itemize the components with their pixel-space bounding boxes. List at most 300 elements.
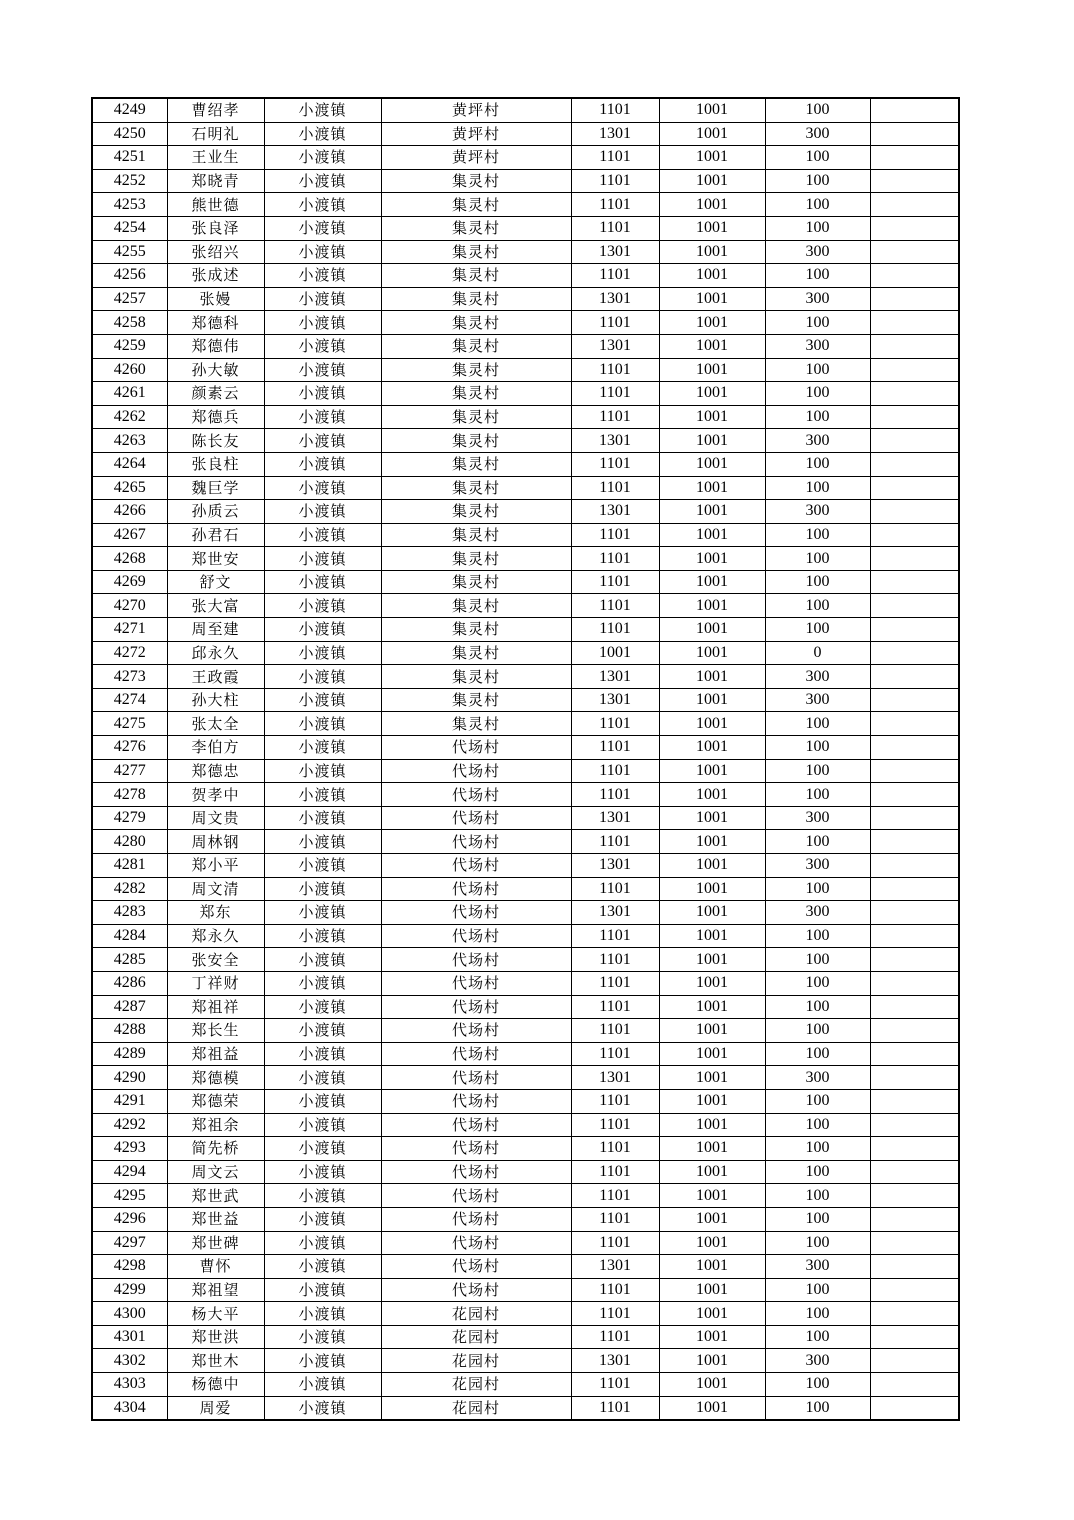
- table-row: [92, 1160, 959, 1184]
- amount-cell: 300: [765, 665, 870, 689]
- base-code-cell: 1001: [659, 98, 765, 122]
- record-number-cell: 4265: [92, 476, 167, 500]
- village-name-cell: 集灵村: [381, 500, 571, 524]
- base-code-cell: 1001: [659, 122, 765, 146]
- record-number-cell: 4250: [92, 122, 167, 146]
- person-name-cell: 邱永久: [167, 641, 264, 665]
- person-name-cell: 郑德忠: [167, 759, 264, 783]
- amount-cell: 100: [765, 712, 870, 736]
- type-code-cell: 1101: [571, 1137, 659, 1161]
- record-number-cell: 4291: [92, 1089, 167, 1113]
- remark-cell: [870, 216, 959, 240]
- record-number-cell: 4256: [92, 264, 167, 288]
- town-name-cell: 小渡镇: [264, 193, 381, 217]
- base-code-cell: 1001: [659, 854, 765, 878]
- remark-cell: [870, 1207, 959, 1231]
- village-name-cell: 集灵村: [381, 405, 571, 429]
- base-code-cell: 1001: [659, 1042, 765, 1066]
- table-row: [92, 1231, 959, 1255]
- table-row: [92, 452, 959, 476]
- record-number-cell: 4292: [92, 1113, 167, 1137]
- base-code-cell: 1001: [659, 334, 765, 358]
- village-name-cell: 黄坪村: [381, 122, 571, 146]
- type-code-cell: 1101: [571, 1278, 659, 1302]
- base-code-cell: 1001: [659, 712, 765, 736]
- village-name-cell: 集灵村: [381, 216, 571, 240]
- village-name-cell: 代场村: [381, 971, 571, 995]
- table-row: [92, 98, 959, 122]
- amount-cell: 100: [765, 1089, 870, 1113]
- base-code-cell: 1001: [659, 1113, 765, 1137]
- person-name-cell: 郑世木: [167, 1349, 264, 1373]
- amount-cell: 100: [765, 382, 870, 406]
- remark-cell: [870, 995, 959, 1019]
- amount-cell: 100: [765, 1042, 870, 1066]
- remark-cell: [870, 1160, 959, 1184]
- person-name-cell: 熊世德: [167, 193, 264, 217]
- table-row: [92, 1302, 959, 1326]
- amount-cell: 100: [765, 759, 870, 783]
- remark-cell: [870, 736, 959, 760]
- base-code-cell: 1001: [659, 523, 765, 547]
- base-code-cell: 1001: [659, 971, 765, 995]
- village-name-cell: 集灵村: [381, 712, 571, 736]
- town-name-cell: 小渡镇: [264, 382, 381, 406]
- base-code-cell: 1001: [659, 382, 765, 406]
- record-number-cell: 4288: [92, 1019, 167, 1043]
- person-name-cell: 曹怀: [167, 1255, 264, 1279]
- person-name-cell: 李伯方: [167, 736, 264, 760]
- record-number-cell: 4269: [92, 570, 167, 594]
- village-name-cell: 集灵村: [381, 594, 571, 618]
- table-row: [92, 1349, 959, 1373]
- type-code-cell: 1101: [571, 830, 659, 854]
- village-name-cell: 集灵村: [381, 240, 571, 264]
- type-code-cell: 1301: [571, 334, 659, 358]
- remark-cell: [870, 452, 959, 476]
- record-number-cell: 4255: [92, 240, 167, 264]
- type-code-cell: 1101: [571, 1373, 659, 1397]
- base-code-cell: 1001: [659, 1302, 765, 1326]
- remark-cell: [870, 948, 959, 972]
- base-code-cell: 1001: [659, 287, 765, 311]
- remark-cell: [870, 264, 959, 288]
- base-code-cell: 1001: [659, 806, 765, 830]
- type-code-cell: 1301: [571, 1349, 659, 1373]
- person-name-cell: 张太全: [167, 712, 264, 736]
- person-name-cell: 郑长生: [167, 1019, 264, 1043]
- base-code-cell: 1001: [659, 830, 765, 854]
- type-code-cell: 1101: [571, 476, 659, 500]
- type-code-cell: 1101: [571, 452, 659, 476]
- type-code-cell: 1101: [571, 570, 659, 594]
- person-name-cell: 周文云: [167, 1160, 264, 1184]
- base-code-cell: 1001: [659, 1278, 765, 1302]
- person-name-cell: 贺孝中: [167, 783, 264, 807]
- record-number-cell: 4283: [92, 901, 167, 925]
- remark-cell: [870, 98, 959, 122]
- amount-cell: 300: [765, 334, 870, 358]
- remark-cell: [870, 1302, 959, 1326]
- town-name-cell: 小渡镇: [264, 1302, 381, 1326]
- village-name-cell: 代场村: [381, 924, 571, 948]
- amount-cell: 100: [765, 1113, 870, 1137]
- person-name-cell: 孙大敏: [167, 358, 264, 382]
- remark-cell: [870, 618, 959, 642]
- table-row: [92, 1019, 959, 1043]
- base-code-cell: 1001: [659, 570, 765, 594]
- record-number-cell: 4294: [92, 1160, 167, 1184]
- person-name-cell: 郑德兵: [167, 405, 264, 429]
- amount-cell: 100: [765, 476, 870, 500]
- table-row: [92, 1089, 959, 1113]
- amount-cell: 100: [765, 1373, 870, 1397]
- village-name-cell: 代场村: [381, 1160, 571, 1184]
- remark-cell: [870, 193, 959, 217]
- village-name-cell: 代场村: [381, 1089, 571, 1113]
- town-name-cell: 小渡镇: [264, 216, 381, 240]
- type-code-cell: 1001: [571, 641, 659, 665]
- base-code-cell: 1001: [659, 240, 765, 264]
- remark-cell: [870, 1137, 959, 1161]
- remark-cell: [870, 240, 959, 264]
- amount-cell: 100: [765, 311, 870, 335]
- record-number-cell: 4278: [92, 783, 167, 807]
- remark-cell: [870, 570, 959, 594]
- town-name-cell: 小渡镇: [264, 500, 381, 524]
- town-name-cell: 小渡镇: [264, 1349, 381, 1373]
- village-name-cell: 集灵村: [381, 169, 571, 193]
- village-name-cell: 代场村: [381, 759, 571, 783]
- village-name-cell: 代场村: [381, 1019, 571, 1043]
- base-code-cell: 1001: [659, 1231, 765, 1255]
- town-name-cell: 小渡镇: [264, 287, 381, 311]
- town-name-cell: 小渡镇: [264, 405, 381, 429]
- remark-cell: [870, 901, 959, 925]
- amount-cell: 100: [765, 547, 870, 571]
- village-name-cell: 集灵村: [381, 665, 571, 689]
- town-name-cell: 小渡镇: [264, 547, 381, 571]
- type-code-cell: 1101: [571, 264, 659, 288]
- remark-cell: [870, 169, 959, 193]
- town-name-cell: 小渡镇: [264, 146, 381, 170]
- amount-cell: 300: [765, 688, 870, 712]
- table-row: [92, 287, 959, 311]
- record-number-cell: 4290: [92, 1066, 167, 1090]
- remark-cell: [870, 1325, 959, 1349]
- table-row: [92, 688, 959, 712]
- record-number-cell: 4266: [92, 500, 167, 524]
- type-code-cell: 1301: [571, 500, 659, 524]
- town-name-cell: 小渡镇: [264, 240, 381, 264]
- table-row: [92, 1184, 959, 1208]
- amount-cell: 100: [765, 1207, 870, 1231]
- amount-cell: 100: [765, 877, 870, 901]
- amount-cell: 100: [765, 971, 870, 995]
- village-name-cell: 代场村: [381, 948, 571, 972]
- village-name-cell: 代场村: [381, 1042, 571, 1066]
- town-name-cell: 小渡镇: [264, 665, 381, 689]
- person-name-cell: 简先桥: [167, 1137, 264, 1161]
- remark-cell: [870, 877, 959, 901]
- amount-cell: 100: [765, 924, 870, 948]
- data-sheet: [91, 97, 960, 1421]
- record-number-cell: 4302: [92, 1349, 167, 1373]
- town-name-cell: 小渡镇: [264, 311, 381, 335]
- village-name-cell: 集灵村: [381, 382, 571, 406]
- type-code-cell: 1101: [571, 169, 659, 193]
- town-name-cell: 小渡镇: [264, 1325, 381, 1349]
- records-table: [91, 97, 960, 1421]
- person-name-cell: 郑世武: [167, 1184, 264, 1208]
- amount-cell: 100: [765, 193, 870, 217]
- table-row: [92, 948, 959, 972]
- person-name-cell: 张大富: [167, 594, 264, 618]
- village-name-cell: 花园村: [381, 1349, 571, 1373]
- table-row: [92, 1207, 959, 1231]
- base-code-cell: 1001: [659, 547, 765, 571]
- type-code-cell: 1101: [571, 382, 659, 406]
- record-number-cell: 4282: [92, 877, 167, 901]
- table-row: [92, 712, 959, 736]
- remark-cell: [870, 500, 959, 524]
- person-name-cell: 郑祖余: [167, 1113, 264, 1137]
- type-code-cell: 1301: [571, 1066, 659, 1090]
- table-row: [92, 547, 959, 571]
- town-name-cell: 小渡镇: [264, 806, 381, 830]
- person-name-cell: 舒文: [167, 570, 264, 594]
- record-number-cell: 4274: [92, 688, 167, 712]
- remark-cell: [870, 759, 959, 783]
- type-code-cell: 1101: [571, 971, 659, 995]
- type-code-cell: 1301: [571, 854, 659, 878]
- amount-cell: 300: [765, 1255, 870, 1279]
- village-name-cell: 集灵村: [381, 570, 571, 594]
- person-name-cell: 孙大柱: [167, 688, 264, 712]
- person-name-cell: 郑德科: [167, 311, 264, 335]
- base-code-cell: 1001: [659, 358, 765, 382]
- record-number-cell: 4304: [92, 1396, 167, 1420]
- amount-cell: 100: [765, 1325, 870, 1349]
- table-row: [92, 1137, 959, 1161]
- remark-cell: [870, 665, 959, 689]
- remark-cell: [870, 1349, 959, 1373]
- town-name-cell: 小渡镇: [264, 1207, 381, 1231]
- amount-cell: 100: [765, 452, 870, 476]
- remark-cell: [870, 476, 959, 500]
- record-number-cell: 4262: [92, 405, 167, 429]
- base-code-cell: 1001: [659, 1325, 765, 1349]
- base-code-cell: 1001: [659, 405, 765, 429]
- base-code-cell: 1001: [659, 1373, 765, 1397]
- base-code-cell: 1001: [659, 146, 765, 170]
- type-code-cell: 1301: [571, 287, 659, 311]
- amount-cell: 300: [765, 854, 870, 878]
- base-code-cell: 1001: [659, 759, 765, 783]
- village-name-cell: 集灵村: [381, 429, 571, 453]
- town-name-cell: 小渡镇: [264, 169, 381, 193]
- record-number-cell: 4261: [92, 382, 167, 406]
- type-code-cell: 1101: [571, 216, 659, 240]
- base-code-cell: 1001: [659, 1184, 765, 1208]
- remark-cell: [870, 1278, 959, 1302]
- remark-cell: [870, 1373, 959, 1397]
- village-name-cell: 花园村: [381, 1302, 571, 1326]
- type-code-cell: 1101: [571, 712, 659, 736]
- village-name-cell: 黄坪村: [381, 98, 571, 122]
- person-name-cell: 王业生: [167, 146, 264, 170]
- person-name-cell: 张嫚: [167, 287, 264, 311]
- town-name-cell: 小渡镇: [264, 1184, 381, 1208]
- table-row: [92, 523, 959, 547]
- village-name-cell: 代场村: [381, 854, 571, 878]
- town-name-cell: 小渡镇: [264, 1042, 381, 1066]
- amount-cell: 100: [765, 594, 870, 618]
- amount-cell: 100: [765, 98, 870, 122]
- record-number-cell: 4303: [92, 1373, 167, 1397]
- table-row: [92, 901, 959, 925]
- type-code-cell: 1101: [571, 1396, 659, 1420]
- type-code-cell: 1101: [571, 877, 659, 901]
- type-code-cell: 1101: [571, 594, 659, 618]
- type-code-cell: 1101: [571, 1302, 659, 1326]
- table-row: [92, 736, 959, 760]
- type-code-cell: 1101: [571, 311, 659, 335]
- table-row: [92, 1325, 959, 1349]
- type-code-cell: 1101: [571, 547, 659, 571]
- town-name-cell: 小渡镇: [264, 1255, 381, 1279]
- record-number-cell: 4287: [92, 995, 167, 1019]
- type-code-cell: 1101: [571, 1160, 659, 1184]
- person-name-cell: 郑世安: [167, 547, 264, 571]
- remark-cell: [870, 1255, 959, 1279]
- amount-cell: 100: [765, 358, 870, 382]
- record-number-cell: 4275: [92, 712, 167, 736]
- town-name-cell: 小渡镇: [264, 736, 381, 760]
- person-name-cell: 颜素云: [167, 382, 264, 406]
- amount-cell: 100: [765, 1160, 870, 1184]
- village-name-cell: 代场村: [381, 1231, 571, 1255]
- type-code-cell: 1301: [571, 240, 659, 264]
- remark-cell: [870, 334, 959, 358]
- table-row: [92, 1396, 959, 1420]
- village-name-cell: 代场村: [381, 736, 571, 760]
- village-name-cell: 集灵村: [381, 334, 571, 358]
- amount-cell: 100: [765, 783, 870, 807]
- type-code-cell: 1101: [571, 1325, 659, 1349]
- town-name-cell: 小渡镇: [264, 1089, 381, 1113]
- person-name-cell: 郑德荣: [167, 1089, 264, 1113]
- amount-cell: 300: [765, 901, 870, 925]
- base-code-cell: 1001: [659, 594, 765, 618]
- record-number-cell: 4298: [92, 1255, 167, 1279]
- remark-cell: [870, 122, 959, 146]
- type-code-cell: 1101: [571, 759, 659, 783]
- record-number-cell: 4264: [92, 452, 167, 476]
- table-row: [92, 1255, 959, 1279]
- village-name-cell: 集灵村: [381, 523, 571, 547]
- village-name-cell: 代场村: [381, 1207, 571, 1231]
- record-number-cell: 4254: [92, 216, 167, 240]
- person-name-cell: 郑德伟: [167, 334, 264, 358]
- remark-cell: [870, 547, 959, 571]
- base-code-cell: 1001: [659, 995, 765, 1019]
- record-number-cell: 4301: [92, 1325, 167, 1349]
- type-code-cell: 1101: [571, 193, 659, 217]
- type-code-cell: 1301: [571, 1255, 659, 1279]
- person-name-cell: 郑永久: [167, 924, 264, 948]
- record-number-cell: 4253: [92, 193, 167, 217]
- type-code-cell: 1301: [571, 429, 659, 453]
- village-name-cell: 集灵村: [381, 311, 571, 335]
- remark-cell: [870, 641, 959, 665]
- type-code-cell: 1101: [571, 1113, 659, 1137]
- town-name-cell: 小渡镇: [264, 830, 381, 854]
- person-name-cell: 郑小平: [167, 854, 264, 878]
- amount-cell: 100: [765, 264, 870, 288]
- record-number-cell: 4252: [92, 169, 167, 193]
- table-row: [92, 995, 959, 1019]
- base-code-cell: 1001: [659, 1207, 765, 1231]
- base-code-cell: 1001: [659, 1160, 765, 1184]
- record-number-cell: 4286: [92, 971, 167, 995]
- table-row: [92, 594, 959, 618]
- type-code-cell: 1101: [571, 1231, 659, 1255]
- table-row: [92, 334, 959, 358]
- person-name-cell: 周林钢: [167, 830, 264, 854]
- town-name-cell: 小渡镇: [264, 1373, 381, 1397]
- record-number-cell: 4297: [92, 1231, 167, 1255]
- person-name-cell: 陈长友: [167, 429, 264, 453]
- base-code-cell: 1001: [659, 948, 765, 972]
- person-name-cell: 张成述: [167, 264, 264, 288]
- village-name-cell: 集灵村: [381, 476, 571, 500]
- village-name-cell: 花园村: [381, 1396, 571, 1420]
- town-name-cell: 小渡镇: [264, 452, 381, 476]
- record-number-cell: 4270: [92, 594, 167, 618]
- town-name-cell: 小渡镇: [264, 1278, 381, 1302]
- village-name-cell: 花园村: [381, 1325, 571, 1349]
- table-row: [92, 382, 959, 406]
- village-name-cell: 集灵村: [381, 287, 571, 311]
- record-number-cell: 4296: [92, 1207, 167, 1231]
- remark-cell: [870, 287, 959, 311]
- amount-cell: 100: [765, 570, 870, 594]
- remark-cell: [870, 146, 959, 170]
- remark-cell: [870, 1042, 959, 1066]
- town-name-cell: 小渡镇: [264, 854, 381, 878]
- table-row: [92, 1373, 959, 1397]
- amount-cell: 100: [765, 216, 870, 240]
- person-name-cell: 周爱: [167, 1396, 264, 1420]
- person-name-cell: 周文清: [167, 877, 264, 901]
- remark-cell: [870, 523, 959, 547]
- person-name-cell: 石明礼: [167, 122, 264, 146]
- amount-cell: 100: [765, 830, 870, 854]
- record-number-cell: 4271: [92, 618, 167, 642]
- base-code-cell: 1001: [659, 1255, 765, 1279]
- table-row: [92, 193, 959, 217]
- table-row: [92, 1042, 959, 1066]
- record-number-cell: 4285: [92, 948, 167, 972]
- table-row: [92, 264, 959, 288]
- record-number-cell: 4273: [92, 665, 167, 689]
- remark-cell: [870, 688, 959, 712]
- amount-cell: 300: [765, 1349, 870, 1373]
- person-name-cell: 郑祖祥: [167, 995, 264, 1019]
- type-code-cell: 1101: [571, 358, 659, 382]
- town-name-cell: 小渡镇: [264, 334, 381, 358]
